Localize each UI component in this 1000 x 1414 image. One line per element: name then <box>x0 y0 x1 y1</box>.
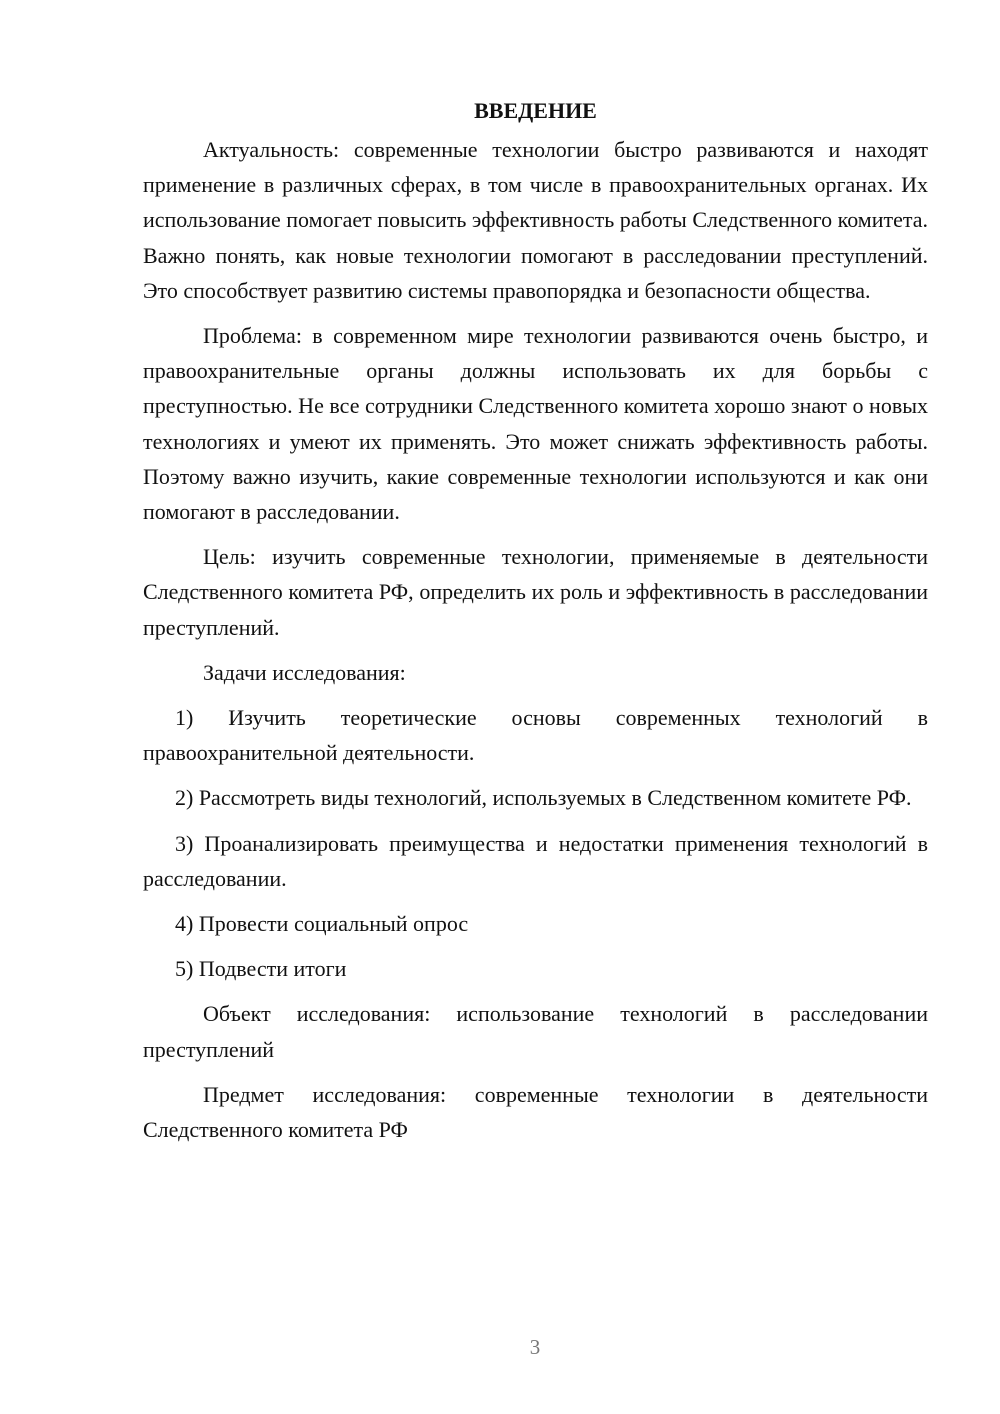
task-item-5: 5) Подвести итоги <box>175 956 347 982</box>
task-item-4: 4) Провести социальный опрос <box>175 911 469 937</box>
task-item-3: 3) Проанализировать преимущества и недостатки применения технологий в расследовании. <box>143 830 928 891</box>
paragraph-relevance: Актуальность: современные технологии быстро развиваются и находят применение в различных сферах, в том числе в правоохранительных органах. Их использование помогает повысить эффективность работы Следственного комитета. Важно понять, как новые технологии помогают в расследовании преступлений. Это способствует развитию системы правопорядка и безопасности общества. <box>143 137 928 303</box>
task-item-1: 1) Изучить теоретические основы современных технологий в правоохранительной деятельности. <box>143 705 928 766</box>
paragraph-object: Объект исследования: использование технологий в расследовании преступлений <box>143 1001 928 1062</box>
page-content <box>143 96 928 1157</box>
paragraph-problem: Проблема: в современном мире технологии развиваются очень быстро, и правоохранительные органы должны использовать их для борьбы с преступностью. Не все сотрудники Следственного комитета хорошо знают о новых технологиях и умеют их применять. Это может снижать эффективность работы. Поэтому важно изучить, какие современные технологии используются и как они помогают в расследовании. <box>143 323 928 525</box>
paragraph-subject: Предмет исследования: современные технологии в деятельности Следственного комитета РФ <box>143 1081 928 1143</box>
task-item-2: 2) Рассмотреть виды технологий, используемых в Следственном комитете РФ. <box>175 785 912 811</box>
paragraph-goal: Цель: изучить современные технологии, применяемые в деятельности Следственного комитета РФ, определить их роль и эффективность в расследовании преступлений. <box>143 544 928 640</box>
section-heading: ВВЕДЕНИЕ <box>474 98 597 123</box>
page-number: 3 <box>529 1335 541 1359</box>
tasks-title: Задачи исследования: <box>203 659 406 685</box>
